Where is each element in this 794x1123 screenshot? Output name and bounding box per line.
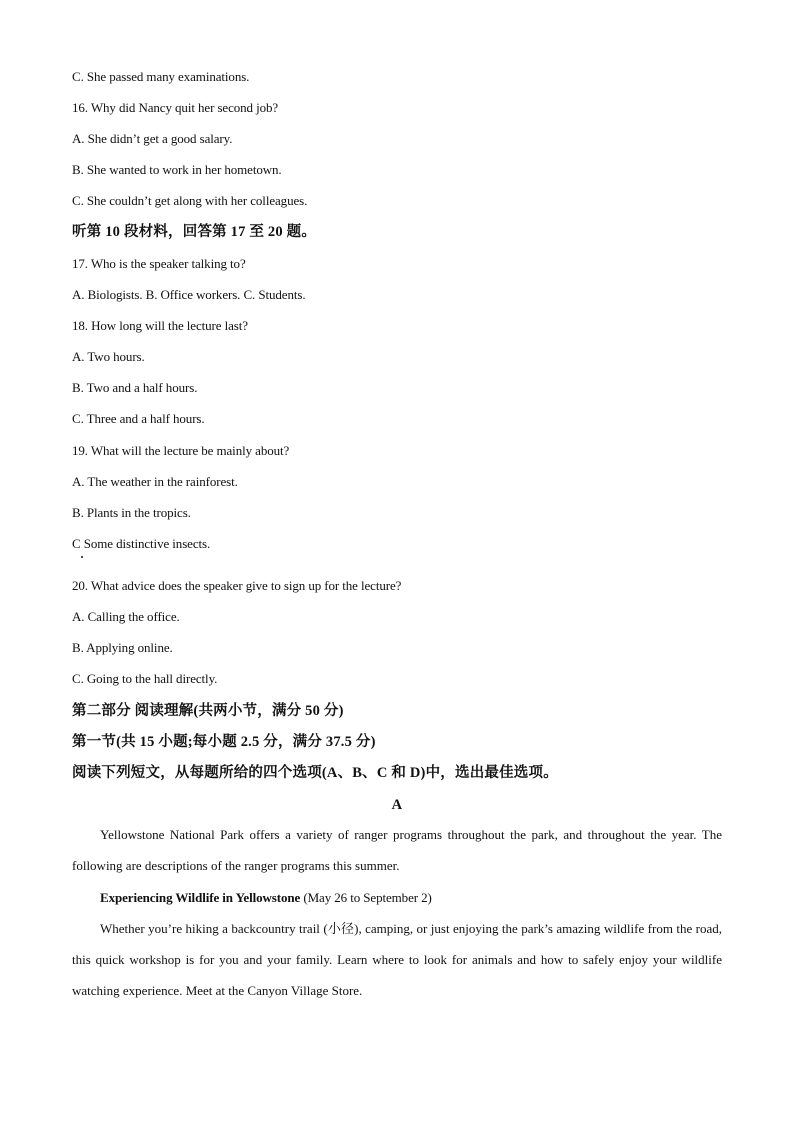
- q19-option-b: B. Plants in the tropics.: [72, 505, 191, 520]
- passage-label: A: [391, 797, 403, 813]
- q18-option-b: B. Two and a half hours.: [72, 380, 198, 395]
- question-20: 20. What advice does the speaker give to sign up for the lecture?: [72, 578, 402, 593]
- section-1-heading: 第一节(共 15 小题;每小题 2.5 分，满分 37.5 分): [72, 734, 376, 750]
- q16-option-c: C. She couldn’t get along with her colleagues.: [72, 193, 308, 208]
- q20-option-c: C. Going to the hall directly.: [72, 671, 218, 686]
- program-description: [72, 913, 722, 1006]
- q15-option-c: C. She passed many examinations.: [72, 69, 250, 84]
- q18-option-c: C. Three and a half hours.: [72, 411, 205, 426]
- question-16: 16. Why did Nancy quit her second job?: [72, 100, 279, 115]
- program-dates: (May 26 to September 2): [300, 890, 432, 905]
- passage-intro-text: Yellowstone National Park offers a variety of ranger programs throughout the park, and throughout the year. The following are descriptions of the ranger programs this summer.: [72, 827, 722, 873]
- question-18: 18. How long will the lecture last?: [72, 318, 248, 333]
- passage-intro: [72, 819, 722, 881]
- q16-option-a: A. She didn’t get a good salary.: [72, 131, 233, 146]
- section-10-heading: 听第 10 段材料，回答第 17 至 20 题。: [72, 224, 317, 240]
- question-17: 17. Who is the speaker talking to?: [72, 256, 246, 271]
- q19-option-c: C Some distinctive insects.: [72, 536, 211, 551]
- q17-options: A. Biologists. B. Office workers. C. Students.: [72, 287, 306, 302]
- q18-option-a: A. Two hours.: [72, 349, 145, 364]
- q20-option-b: B. Applying online.: [72, 640, 173, 655]
- program-description-text: Whether you’re hiking a backcountry trail (小径), camping, or just enjoying the park’s amazing wildlife from the road, this quick workshop is for you and your family. Learn where to look for animals and how to safely enjoy your wildlife watching experience. Meet at the Canyon Village Store.: [72, 921, 722, 998]
- stray-dot: [81, 556, 83, 558]
- q20-option-a: A. Calling the office.: [72, 609, 180, 624]
- q19-option-a: A. The weather in the rainforest.: [72, 474, 238, 489]
- program-title: Experiencing Wildlife in Yellowstone: [100, 890, 301, 905]
- reading-instruction: 阅读下列短文，从每题所给的四个选项(A、B、C 和 D)中，选出最佳选项。: [72, 765, 558, 781]
- program-heading: [100, 890, 432, 906]
- q16-option-b: B. She wanted to work in her hometown.: [72, 162, 282, 177]
- part-2-heading: 第二部分 阅读理解(共两小节，满分 50 分): [72, 703, 344, 719]
- question-19: 19. What will the lecture be mainly about?: [72, 443, 290, 458]
